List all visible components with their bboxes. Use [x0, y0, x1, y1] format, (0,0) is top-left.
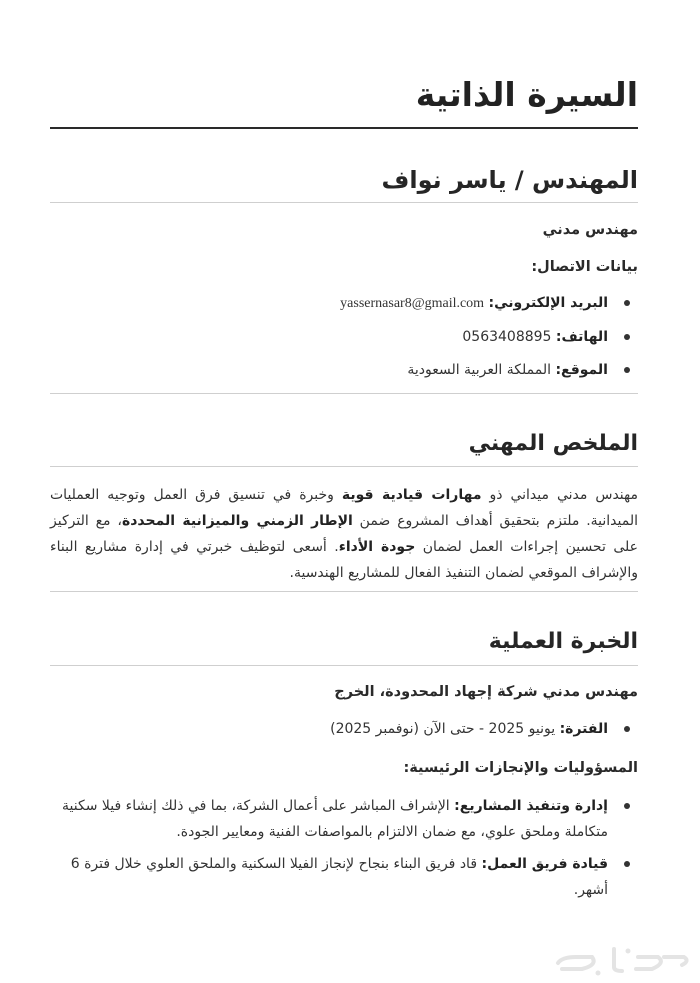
summary-divider	[50, 591, 638, 592]
email-label: البريد الإلكتروني:	[488, 295, 608, 311]
summary-paragraph	[50, 482, 638, 586]
responsibility-label: إدارة وتنفيذ المشاريع:	[454, 798, 608, 814]
period-value: يونيو 2025 - حتى الآن (نوفمبر 2025)	[330, 721, 556, 737]
phone-label: الهاتف:	[555, 329, 608, 345]
bullet-icon	[624, 300, 630, 306]
bullet-icon	[624, 803, 630, 809]
location-value: المملكة العربية السعودية	[407, 362, 551, 378]
responsibilities-heading: المسؤوليات والإنجازات الرئيسية:	[403, 760, 638, 776]
summary-heading: الملخص المهني	[468, 431, 638, 456]
summary-text-3: ، مع التركيز على تحسين إجراءات العمل لضمان	[50, 513, 638, 555]
phone-value[interactable]: 0563408895	[462, 329, 552, 345]
job-title: مهندس مدني	[542, 222, 638, 238]
contact-email	[50, 292, 638, 315]
responsibility-text: الإشراف المباشر على أعمال الشركة، بما في ذلك إنشاء فيلا سكنية متكاملة وملحق علوي، مع ضمان الالتزام بالمواصفات الفنية ومعايير الجودة.	[62, 798, 608, 840]
period-label: الفترة:	[559, 721, 608, 737]
responsibility-item	[50, 851, 638, 903]
location-label: الموقع:	[555, 362, 608, 378]
summary-bold-2: الإطار الزمني والميزانية المحددة	[121, 513, 353, 529]
responsibility-text: قاد فريق البناء بنجاح لإنجاز الفيلا السكنية والملحق العلوي خلال فترة 6 أشهر.	[70, 856, 608, 898]
contact-divider	[50, 393, 638, 394]
contact-phone	[50, 326, 638, 348]
experience-heading-divider	[50, 665, 638, 666]
haraj-watermark-logo	[552, 943, 692, 977]
email-value[interactable]: yassernasar8@gmail.com	[340, 296, 485, 311]
summary-text-2: وخبرة في تنسيق فرق العمل وتوجيه العمليات الميدانية. ملتزم بتحقيق أهداف المشروع ضمن	[50, 487, 638, 529]
document-title: السيرة الذاتية	[415, 75, 638, 114]
period-item	[50, 718, 638, 740]
summary-text-1: مهندس مدني ميداني ذو	[481, 487, 638, 503]
bullet-icon	[624, 334, 630, 340]
title-divider	[50, 127, 638, 129]
bullet-icon	[624, 861, 630, 867]
responsibilities-list	[50, 793, 638, 903]
position-title: مهندس مدني شركة إجهاد المحدودة، الخرج	[334, 684, 638, 700]
summary-text-4: . أسعى لتوظيف خبرتي في إدارة مشاريع البناء والإشراف الموقعي لضمان التنفيذ الفعال للمشاريع الهندسية.	[50, 539, 638, 581]
contact-list	[50, 292, 638, 381]
candidate-name: المهندس / ياسر نواف	[381, 166, 638, 194]
summary-bold-1: مهارات قيادية قوية	[341, 487, 482, 503]
period-list	[50, 718, 638, 740]
bullet-icon	[624, 367, 630, 373]
contact-heading: بيانات الاتصال:	[531, 259, 638, 275]
contact-location	[50, 359, 638, 381]
summary-bold-3: جودة الأداء	[338, 539, 416, 555]
responsibility-item	[50, 793, 638, 845]
experience-heading: الخبرة العملية	[488, 629, 638, 654]
bullet-icon	[624, 726, 630, 732]
responsibility-label: قيادة فريق العمل:	[481, 856, 608, 872]
name-divider	[50, 202, 638, 203]
summary-heading-divider	[50, 466, 638, 467]
